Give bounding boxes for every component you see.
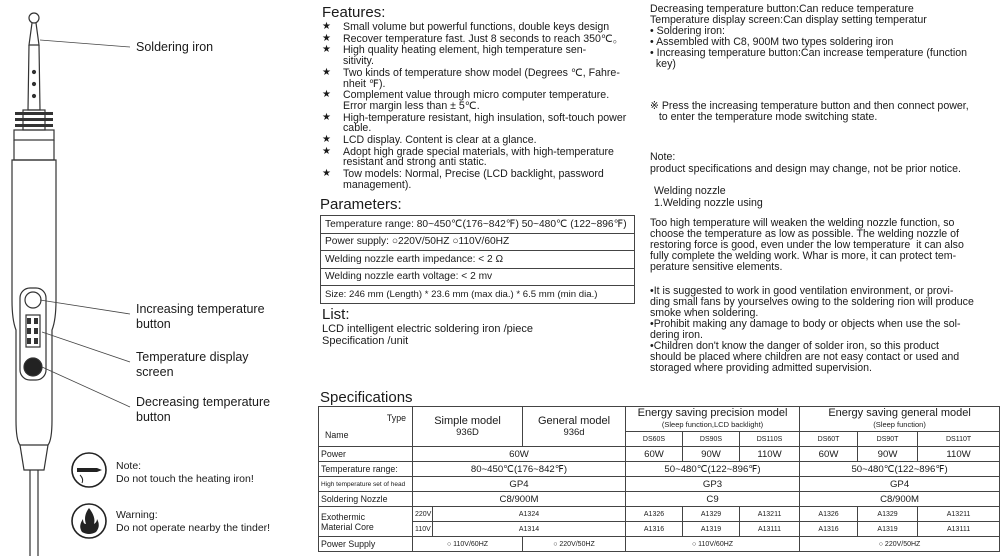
core-esg-110: A1319	[858, 522, 918, 537]
right-note-title: Note:	[650, 151, 676, 163]
core-110v: 110V	[413, 522, 433, 537]
temp-esg: 50~480℃(122~896℉)	[800, 462, 1000, 477]
parameters-table	[320, 215, 635, 304]
power-label: Power	[319, 447, 413, 462]
supply-simple-a: ○ 110V/60HZ	[413, 537, 523, 552]
specs-table	[318, 406, 1000, 552]
type-name-header	[319, 407, 413, 447]
core-esg-110: A1316	[800, 522, 858, 537]
temp-simple: 80~450℃(176~842℉)	[413, 462, 626, 477]
esp-model-name: Energy saving precision model	[637, 407, 788, 419]
esp-model-header	[626, 407, 800, 432]
supply-simple-b: ○ 220V/50HZ	[523, 537, 626, 552]
label-decreasing-button: Decreasing temperature button	[136, 395, 271, 424]
temp-esp: 50~480℃(122~896℉)	[626, 462, 800, 477]
core-esp-220: A1326	[626, 507, 683, 522]
warning-block	[116, 509, 270, 535]
press-note: ※ Press the increasing temperature button and then connect power, to enter the temperature mode switching state.	[650, 100, 969, 123]
core-esp-110: A1319	[683, 522, 740, 537]
esg-model-header	[800, 407, 1000, 432]
list-line: Specification /unit	[322, 335, 409, 347]
esg-model-sub: (Sleep function)	[873, 420, 926, 429]
warning-text: Do not operate nearby the tinder!	[116, 522, 271, 534]
core-esg-220: A1326	[800, 507, 858, 522]
parameters-heading: Parameters:	[320, 196, 402, 213]
core-esp-220: A13211	[740, 507, 800, 522]
core-220v: 220V	[413, 507, 433, 522]
power-esg: 60W	[800, 447, 858, 462]
general-model-code: 936d	[563, 427, 585, 438]
supply-label: Power Supply	[319, 537, 413, 552]
param-row: Power supply: ○220V/50HZ ○110V/60HZ	[321, 233, 635, 251]
supply-esg: ○ 220V/50HZ	[800, 537, 1000, 552]
param-row: Temperature range: 80~450℃(176~842℉) 50~480℃ (122~896℉)	[321, 216, 635, 234]
esg-code: DS60T	[800, 432, 858, 447]
nozzle-label: Soldering Nozzle	[319, 492, 413, 507]
safety-bullets: •It is suggested to work in good ventilation environment, or provi- ding small fans by yourselves owing to the soldering rion will produce smoke when soldering. •Prohibit making any damage to body or objects when use the sol- dering iron. •Children don't know the danger of solder iron, so this product should be placed where children are not easy contact or used and storaged where providing admitted supervision.	[650, 285, 974, 374]
general-model-header	[523, 407, 626, 447]
temp-label: Temperature range:	[319, 462, 413, 477]
feature-item: ★ Two kinds of temperature show model (Degrees ℃, Fahre- nheit ℉).	[322, 68, 652, 89]
power-esp: 90W	[683, 447, 740, 462]
power-esg: 110W	[918, 447, 1000, 462]
nozzle-esp: C9	[626, 492, 800, 507]
esp-model-sub: (Sleep function,LCD backlight)	[661, 420, 764, 429]
right-note-text: product specifications and design may change, not be prior notice.	[650, 163, 961, 175]
list-line: LCD intelligent electric soldering iron /piece	[322, 323, 533, 335]
simple-model-header	[413, 407, 523, 447]
feature-item: ★ High-temperature resistant, high insulation, soft-touch power cable.	[322, 113, 652, 134]
label-display-screen: Temperature display screen	[136, 350, 249, 379]
nozzle-esg: C8/900M	[800, 492, 1000, 507]
hot-iron-warning-icon	[70, 451, 108, 489]
core-simple-110: A1314	[433, 522, 626, 537]
list-heading: List:	[322, 306, 350, 323]
power-esg: 90W	[858, 447, 918, 462]
param-row: Welding nozzle earth voltage: < 2 mv	[321, 268, 635, 286]
supply-esp: ○ 110V/60HZ	[626, 537, 800, 552]
power-esp: 60W	[626, 447, 683, 462]
buttons-description: Decreasing temperature button:Can reduce temperature Temperature display screen:Can display setting temperatur • Soldering iron: • Assembled with C8, 900M two types soldering iron • Increasing temperature button:Can increase temperature (function key)	[650, 3, 967, 70]
warning-title: Warning:	[116, 509, 158, 521]
head-esp: GP3	[626, 477, 800, 492]
esg-code: DS110T	[918, 432, 1000, 447]
feature-item: ★ High quality heating element, high temperature sen- sitivity.	[322, 45, 652, 66]
features-heading: Features:	[322, 4, 386, 21]
esg-code: DS90T	[858, 432, 918, 447]
features-list	[322, 22, 652, 192]
esg-model-name: Energy saving general model	[828, 407, 971, 419]
welding-title: Welding nozzle	[654, 185, 726, 197]
head-esg: GP4	[800, 477, 1000, 492]
esp-code: DS90S	[683, 432, 740, 447]
core-simple-220: A1324	[433, 507, 626, 522]
feature-item: ★ Recover temperature fast. Just 8 seconds to reach 350℃。	[322, 34, 652, 45]
feature-item: ★ Adopt high grade special materials, with high-temperature resistant and strong anti static.	[322, 147, 652, 168]
head-simple: GP4	[413, 477, 626, 492]
type-label: Type	[386, 413, 406, 423]
core-esg-220: A13211	[918, 507, 1000, 522]
label-soldering-iron: Soldering iron	[136, 40, 214, 54]
fire-warning-icon	[70, 502, 108, 540]
feature-item: ★ LCD display. Content is clear at a glance.	[322, 135, 652, 146]
esp-code: DS60S	[626, 432, 683, 447]
feature-item: ★ Tow models: Normal, Precise (LCD backlight, password management).	[322, 169, 652, 190]
core-esp-110: A13111	[740, 522, 800, 537]
core-label: Exothermic Material Core	[319, 507, 413, 537]
specs-heading: Specifications	[320, 389, 413, 406]
general-model-name: General model	[537, 415, 611, 427]
nozzle-simple: C8/900M	[413, 492, 626, 507]
param-row: Welding nozzle earth impedance: < 2 Ω	[321, 251, 635, 269]
feature-item: ★ Small volume but powerful functions, double keys design	[322, 22, 652, 33]
power-esp: 110W	[740, 447, 800, 462]
head-label: High temperature set of head	[319, 477, 413, 492]
feature-item: ★ Complement value through micro computer temperature. Error margin less than ± 5℃.	[322, 90, 652, 111]
core-esp-220: A1329	[683, 507, 740, 522]
esp-code: DS110S	[740, 432, 800, 447]
power-simple: 60W	[413, 447, 626, 462]
note-block	[116, 460, 254, 486]
core-esg-220: A1329	[858, 507, 918, 522]
name-label: Name	[325, 430, 349, 440]
note-text: Do not touch the heating iron!	[116, 473, 254, 485]
core-esg-110: A13111	[918, 522, 1000, 537]
note-title: Note:	[116, 460, 142, 472]
label-increasing-button: Increasing temperature button	[136, 302, 265, 331]
simple-model-name: Simple model	[434, 415, 501, 427]
welding-sub: 1.Welding nozzle using	[654, 197, 763, 209]
welding-paragraph: Too high temperature will weaken the welding nozzle function, so choose the temperature as low as possible. The welding nozzle of restoring force is good, even under the low temperature it can also fully complete the welding work. Whar is more, it can protect tem- perature sensitive elements.	[650, 217, 964, 273]
param-row: Size: 246 mm (Length) * 23.6 mm (max dia.) * 6.5 mm (min dia.)	[321, 286, 635, 304]
core-esp-110: A1316	[626, 522, 683, 537]
simple-model-code: 936D	[456, 427, 479, 438]
